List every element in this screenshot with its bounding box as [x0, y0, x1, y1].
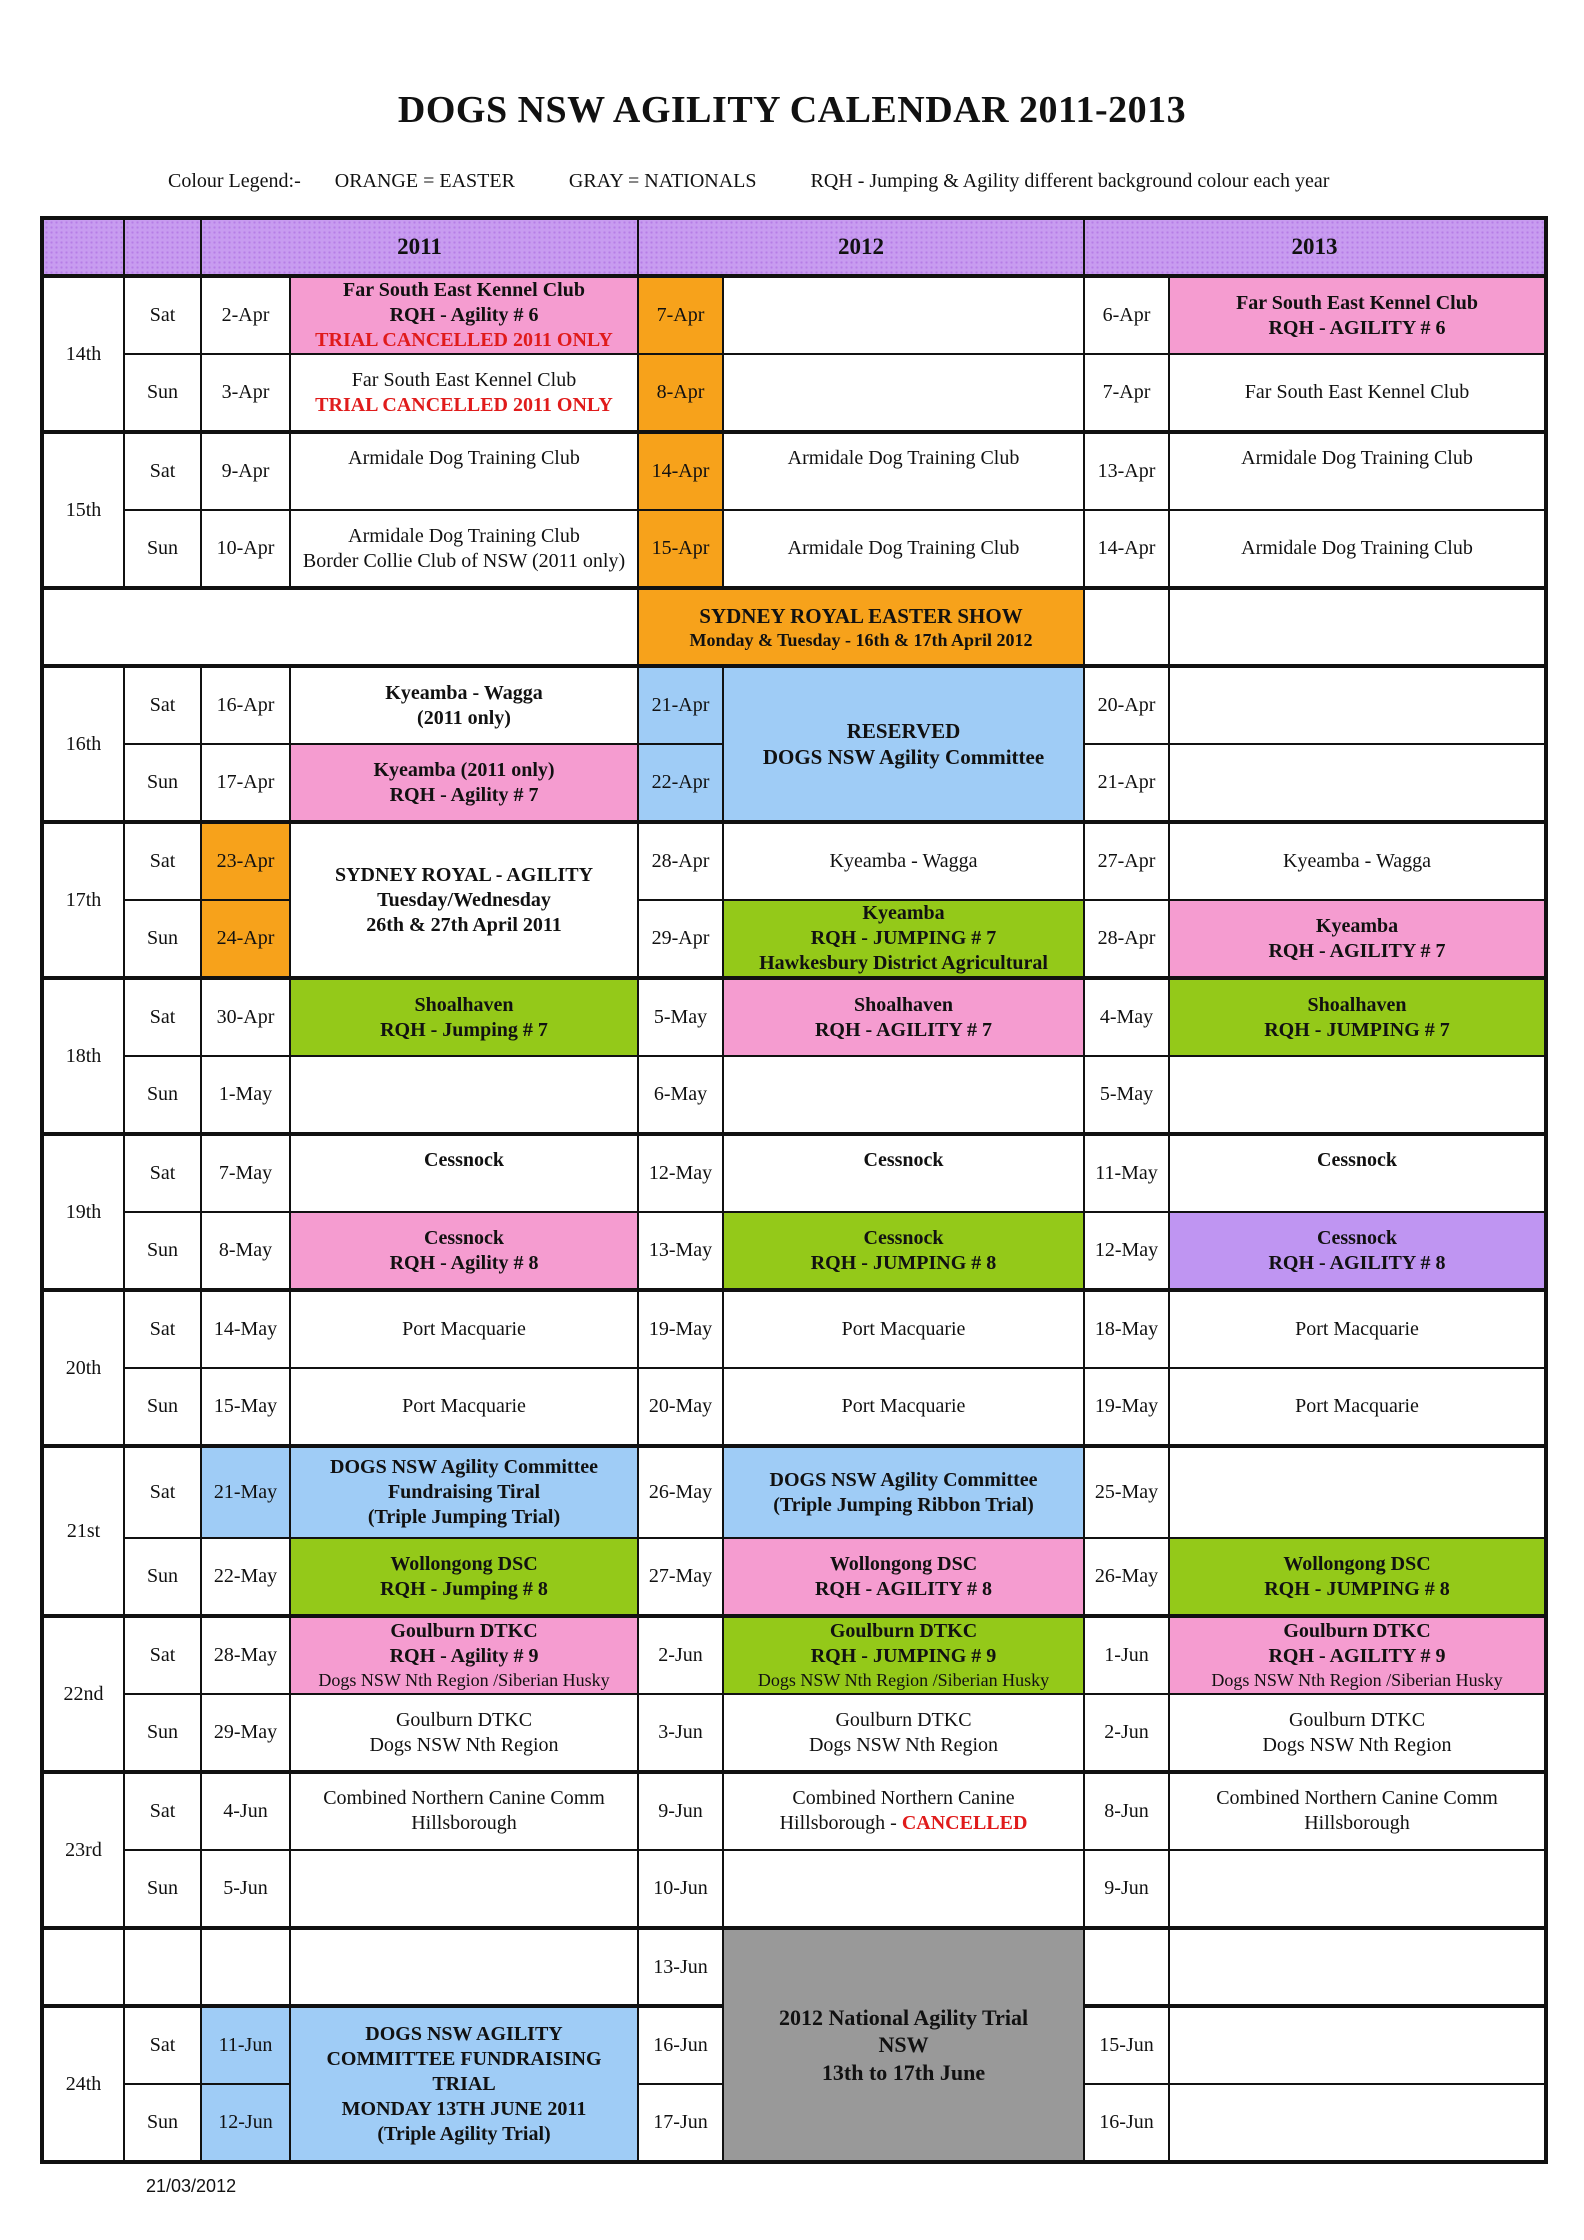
event-2011: Kyeamba (2011 only) RQH - Agility # 7 — [290, 744, 638, 822]
date-2011: 29-May — [201, 1694, 290, 1772]
event-2012 — [723, 1056, 1084, 1134]
date-2013: 11-May — [1084, 1134, 1169, 1212]
event-2013 — [1169, 1850, 1546, 1928]
date-2011: 2-Apr — [201, 276, 290, 354]
date-2012: 15-Apr — [638, 510, 723, 588]
date-2011: 21-May — [201, 1446, 290, 1538]
day-sun: Sun — [124, 354, 201, 432]
table-row — [42, 978, 1546, 1056]
date-2013: 8-Jun — [1084, 1772, 1169, 1850]
date-2011: 14-May — [201, 1290, 290, 1368]
date-2013: 4-May — [1084, 978, 1169, 1056]
event-2012: Kyeamba RQH - JUMPING # 7 Hawkesbury District Agricultural — [723, 900, 1084, 978]
date-2013: 9-Jun — [1084, 1850, 1169, 1928]
event-2012: Goulburn DTKC Dogs NSW Nth Region — [723, 1694, 1084, 1772]
day-sat: Sat — [124, 1290, 201, 1368]
day-sat: Sat — [124, 822, 201, 900]
date-2013: 12-May — [1084, 1212, 1169, 1290]
table-row — [42, 276, 1546, 354]
date-2012: 17-Jun — [638, 2084, 723, 2162]
day-sun: Sun — [124, 744, 201, 822]
header-2013: 2013 — [1084, 218, 1546, 276]
day-sun: Sun — [124, 1538, 201, 1616]
header-2012: 2012 — [638, 218, 1084, 276]
event-2013 — [1169, 2084, 1546, 2162]
date-2011: 28-May — [201, 1616, 290, 1694]
date-2011: 17-Apr — [201, 744, 290, 822]
date-2013: 18-May — [1084, 1290, 1169, 1368]
table-row — [42, 1056, 1546, 1134]
event-2013: Port Macquarie — [1169, 1368, 1546, 1446]
table-row — [42, 1446, 1546, 1538]
event-2011: Combined Northern Canine Comm Hillsborough — [290, 1772, 638, 1850]
event-2013: Port Macquarie — [1169, 1290, 1546, 1368]
event-2012 — [723, 1850, 1084, 1928]
event-2012: RESERVED DOGS NSW Agility Committee — [723, 666, 1084, 822]
date-2011: 15-May — [201, 1368, 290, 1446]
event-2012: Port Macquarie — [723, 1290, 1084, 1368]
day-sun: Sun — [124, 510, 201, 588]
day-sat: Sat — [124, 666, 201, 744]
event-2011: Shoalhaven RQH - Jumping # 7 — [290, 978, 638, 1056]
table-row — [42, 1212, 1546, 1290]
event-2012 — [723, 354, 1084, 432]
date-2011: 4-Jun — [201, 1772, 290, 1850]
day-sun: Sun — [124, 900, 201, 978]
date-2012: 6-May — [638, 1056, 723, 1134]
table-row — [42, 1694, 1546, 1772]
date-2013: 5-May — [1084, 1056, 1169, 1134]
date-2012: 10-Jun — [638, 1850, 723, 1928]
date-2013: 28-Apr — [1084, 900, 1169, 978]
date-2012: 3-Jun — [638, 1694, 723, 1772]
week-number: 20th — [42, 1290, 124, 1446]
date-2012: 13-Jun — [638, 1928, 723, 2006]
page-title: DOGS NSW AGILITY CALENDAR 2011-2013 — [397, 89, 1187, 131]
week-number: 14th — [42, 276, 124, 432]
date-2011: 16-Apr — [201, 666, 290, 744]
event-2012: Goulburn DTKC RQH - JUMPING # 9 Dogs NSW Nth Region /Siberian Husky — [723, 1616, 1084, 1694]
date-2012: 21-Apr — [638, 666, 723, 744]
date-2012: 26-May — [638, 1446, 723, 1538]
date-2013: 25-May — [1084, 1446, 1169, 1538]
event-2013 — [1169, 744, 1546, 822]
legend-gray: GRAY = NATIONALS — [568, 170, 757, 192]
date-2013: 21-Apr — [1084, 744, 1169, 822]
event-2011: Far South East Kennel Club TRIAL CANCELLED 2011 ONLY — [290, 354, 638, 432]
date-2011: 23-Apr — [201, 822, 290, 900]
date-2012: 20-May — [638, 1368, 723, 1446]
colour-legend — [168, 170, 1329, 193]
event-2013: Goulburn DTKC Dogs NSW Nth Region — [1169, 1694, 1546, 1772]
event-2012: Port Macquarie — [723, 1368, 1084, 1446]
date-2012: 19-May — [638, 1290, 723, 1368]
event-2012: Armidale Dog Training Club — [723, 432, 1084, 510]
event-2011: Far South East Kennel Club RQH - Agility # 6 TRIAL CANCELLED 2011 ONLY — [290, 276, 638, 354]
date-2013: 6-Apr — [1084, 276, 1169, 354]
footer-date: 21/03/2012 — [146, 2176, 237, 2196]
header-row — [42, 218, 1546, 276]
cancelled-label: CANCELLED — [901, 1812, 1028, 1834]
event-2011: Port Macquarie — [290, 1368, 638, 1446]
event-2013: Shoalhaven RQH - JUMPING # 7 — [1169, 978, 1546, 1056]
week-number: 18th — [42, 978, 124, 1134]
date-2013: 26-May — [1084, 1538, 1169, 1616]
event-2011: SYDNEY ROYAL - AGILITY Tuesday/Wednesday 26th & 27th April 2011 — [290, 822, 638, 978]
date-2013: 27-Apr — [1084, 822, 1169, 900]
date-2012: 7-Apr — [638, 276, 723, 354]
date-2012: 27-May — [638, 1538, 723, 1616]
event-2012 — [723, 276, 1084, 354]
event-2012: DOGS NSW Agility Committee (Triple Jumping Ribbon Trial) — [723, 1446, 1084, 1538]
date-2013: 15-Jun — [1084, 2006, 1169, 2084]
date-2011: 24-Apr — [201, 900, 290, 978]
event-2011: Goulburn DTKC Dogs NSW Nth Region — [290, 1694, 638, 1772]
date-2011: 3-Apr — [201, 354, 290, 432]
date-2012: 16-Jun — [638, 2006, 723, 2084]
week-number: 15th — [42, 432, 124, 588]
date-2013: 14-Apr — [1084, 510, 1169, 588]
date-2011: 7-May — [201, 1134, 290, 1212]
table-row — [42, 510, 1546, 588]
event-2012: Shoalhaven RQH - AGILITY # 7 — [723, 978, 1084, 1056]
event-2013: Armidale Dog Training Club — [1169, 432, 1546, 510]
week-number: 21st — [42, 1446, 124, 1616]
date-2013: 16-Jun — [1084, 2084, 1169, 2162]
event-2012: Kyeamba - Wagga — [723, 822, 1084, 900]
day-sat: Sat — [124, 432, 201, 510]
week-number: 22nd — [42, 1616, 124, 1772]
event-2013: Far South East Kennel Club RQH - AGILITY # 6 — [1169, 276, 1546, 354]
date-2011: 8-May — [201, 1212, 290, 1290]
event-2012: Combined Northern Canine Hillsborough - CANCELLED — [723, 1772, 1084, 1850]
day-sun: Sun — [124, 1368, 201, 1446]
event-2011: Port Macquarie — [290, 1290, 638, 1368]
event-2013: Combined Northern Canine Comm Hillsborough — [1169, 1772, 1546, 1850]
table-row — [42, 432, 1546, 510]
event-2013: Wollongong DSC RQH - JUMPING # 8 — [1169, 1538, 1546, 1616]
date-2013: 19-May — [1084, 1368, 1169, 1446]
event-2013: Cessnock RQH - AGILITY # 8 — [1169, 1212, 1546, 1290]
legend-rqh: RQH - Jumping & Agility different background colour each year — [810, 170, 1330, 192]
date-2012: 14-Apr — [638, 432, 723, 510]
table-row — [42, 822, 1546, 900]
date-2013: 1-Jun — [1084, 1616, 1169, 1694]
event-2011 — [290, 1850, 638, 1928]
week-number: 19th — [42, 1134, 124, 1290]
day-sun: Sun — [124, 1056, 201, 1134]
date-2011: 9-Apr — [201, 432, 290, 510]
table-row — [42, 354, 1546, 432]
header-2011: 2011 — [201, 218, 638, 276]
event-2011: Armidale Dog Training Club — [290, 432, 638, 510]
easter-show-banner: SYDNEY ROYAL EASTER SHOW Monday & Tuesday - 16th & 17th April 2012 — [638, 588, 1084, 666]
event-2012: Wollongong DSC RQH - AGILITY # 8 — [723, 1538, 1084, 1616]
event-2011: DOGS NSW Agility Committee Fundraising Tiral (Triple Jumping Trial) — [290, 1446, 638, 1538]
event-2011: Cessnock — [290, 1134, 638, 1212]
day-sun: Sun — [124, 2084, 201, 2162]
event-2011 — [290, 1056, 638, 1134]
date-2013: 7-Apr — [1084, 354, 1169, 432]
table-row — [42, 1134, 1546, 1212]
table-row — [42, 1368, 1546, 1446]
day-sun: Sun — [124, 1694, 201, 1772]
day-sat: Sat — [124, 276, 201, 354]
event-2013 — [1169, 1056, 1546, 1134]
day-sun: Sun — [124, 1212, 201, 1290]
date-2011: 1-May — [201, 1056, 290, 1134]
date-2012: 29-Apr — [638, 900, 723, 978]
table-row — [42, 1772, 1546, 1850]
event-2013: Goulburn DTKC RQH - AGILITY # 9 Dogs NSW Nth Region /Siberian Husky — [1169, 1616, 1546, 1694]
week-number: 23rd — [42, 1772, 124, 1928]
event-2012: Armidale Dog Training Club — [723, 510, 1084, 588]
day-sat: Sat — [124, 1134, 201, 1212]
date-2012: 28-Apr — [638, 822, 723, 900]
event-2013 — [1169, 666, 1546, 744]
event-2013 — [1169, 1446, 1546, 1538]
date-2012: 13-May — [638, 1212, 723, 1290]
date-2013: 13-Apr — [1084, 432, 1169, 510]
event-2012: Cessnock — [723, 1134, 1084, 1212]
calendar-table — [40, 216, 1548, 2164]
event-2011: DOGS NSW AGILITY COMMITTEE FUNDRAISING TRIAL MONDAY 13TH JUNE 2011 (Triple Agility Trial) — [290, 2006, 638, 2162]
date-2011: 12-Jun — [201, 2084, 290, 2162]
event-2013: Cessnock — [1169, 1134, 1546, 1212]
event-2011: Goulburn DTKC RQH - Agility # 9 Dogs NSW Nth Region /Siberian Husky — [290, 1616, 638, 1694]
event-2013: Kyeamba RQH - AGILITY # 7 — [1169, 900, 1546, 978]
event-2011: Cessnock RQH - Agility # 8 — [290, 1212, 638, 1290]
day-sat: Sat — [124, 1446, 201, 1538]
day-sun: Sun — [124, 1850, 201, 1928]
week-number: 16th — [42, 666, 124, 822]
date-2012: 5-May — [638, 978, 723, 1056]
table-row — [42, 666, 1546, 744]
table-row — [42, 1538, 1546, 1616]
date-2011: 10-Apr — [201, 510, 290, 588]
event-2013 — [1169, 2006, 1546, 2084]
date-2012: 8-Apr — [638, 354, 723, 432]
table-row — [42, 1290, 1546, 1368]
date-2013: 2-Jun — [1084, 1694, 1169, 1772]
nationals-banner: 2012 National Agility Trial NSW 13th to 17th June — [723, 1928, 1084, 2162]
date-2012: 22-Apr — [638, 744, 723, 822]
event-2013: Armidale Dog Training Club — [1169, 510, 1546, 588]
legend-label: Colour Legend:- — [168, 170, 301, 192]
table-row — [42, 900, 1546, 978]
event-2012: Cessnock RQH - JUMPING # 8 — [723, 1212, 1084, 1290]
date-2011: 22-May — [201, 1538, 290, 1616]
event-2011: Kyeamba - Wagga (2011 only) — [290, 666, 638, 744]
table-row — [42, 1850, 1546, 1928]
day-sat: Sat — [124, 1616, 201, 1694]
week-number: 17th — [42, 822, 124, 978]
date-2012: 12-May — [638, 1134, 723, 1212]
date-2011: 11-Jun — [201, 2006, 290, 2084]
date-2013: 20-Apr — [1084, 666, 1169, 744]
date-2011: 30-Apr — [201, 978, 290, 1056]
event-2013: Kyeamba - Wagga — [1169, 822, 1546, 900]
table-row — [42, 588, 1546, 666]
day-sat: Sat — [124, 978, 201, 1056]
table-row — [42, 1616, 1546, 1694]
legend-orange: ORANGE = EASTER — [334, 170, 515, 192]
event-2013: Far South East Kennel Club — [1169, 354, 1546, 432]
week-number: 24th — [42, 2006, 124, 2162]
event-2011: Wollongong DSC RQH - Jumping # 8 — [290, 1538, 638, 1616]
table-row — [42, 1928, 1546, 2006]
date-2012: 2-Jun — [638, 1616, 723, 1694]
event-2011: Armidale Dog Training Club Border Collie Club of NSW (2011 only) — [290, 510, 638, 588]
day-sat: Sat — [124, 2006, 201, 2084]
day-sat: Sat — [124, 1772, 201, 1850]
date-2011: 5-Jun — [201, 1850, 290, 1928]
date-2012: 9-Jun — [638, 1772, 723, 1850]
